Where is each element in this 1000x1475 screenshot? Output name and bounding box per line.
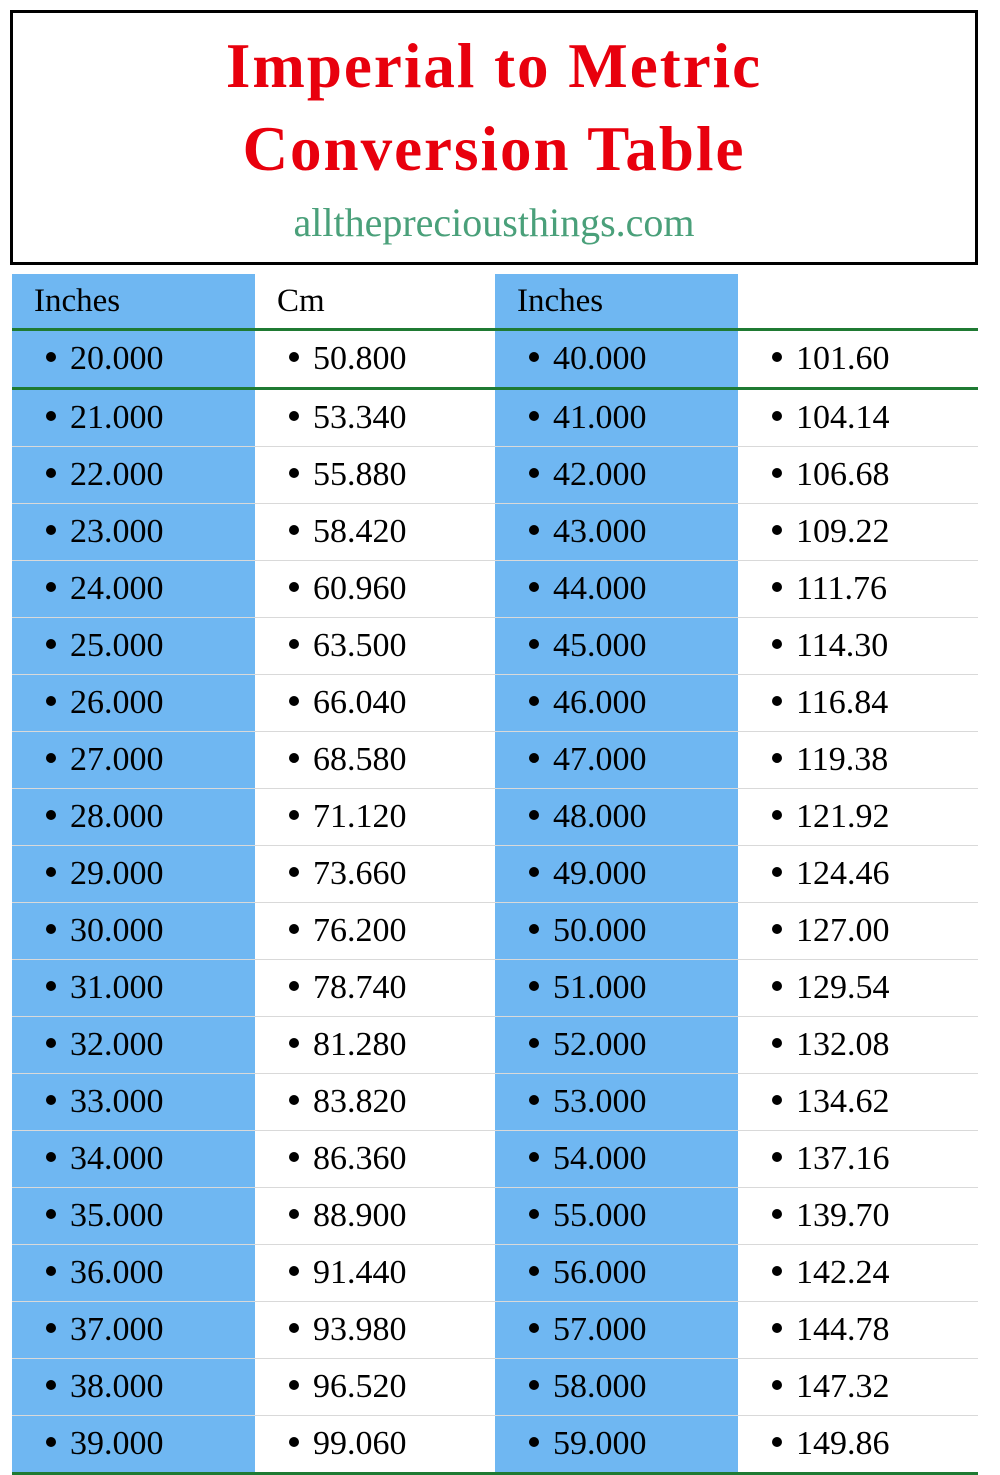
table-cell [255, 789, 495, 846]
bullet-icon [289, 753, 299, 763]
cell-value: 39.000 [70, 1425, 164, 1462]
cell-value: 41.000 [553, 399, 647, 436]
table-cell [738, 1416, 978, 1474]
cell-value: 96.520 [313, 1368, 407, 1405]
cell-value: 81.280 [313, 1026, 407, 1063]
cell-value: 50.000 [553, 912, 647, 949]
table-row [12, 846, 978, 903]
bullet-icon [46, 1380, 56, 1390]
cell-value: 37.000 [70, 1311, 164, 1348]
bullet-icon [772, 924, 782, 934]
bullet-icon [772, 1038, 782, 1048]
bullet-icon [289, 582, 299, 592]
cell-value: 59.000 [553, 1425, 647, 1462]
bullet-icon [46, 468, 56, 478]
cell-value: 119.38 [796, 741, 889, 778]
bullet-icon [46, 1209, 56, 1219]
bullet-icon [289, 525, 299, 535]
table-cell [495, 618, 738, 675]
bullet-icon [772, 1323, 782, 1333]
cell-value: 44.000 [553, 570, 647, 607]
table-cell [255, 1131, 495, 1188]
bullet-icon [46, 639, 56, 649]
table-cell [738, 389, 978, 447]
cell-value: 147.32 [796, 1368, 890, 1405]
cell-value: 38.000 [70, 1368, 164, 1405]
table-cell [12, 1245, 255, 1302]
bullet-icon [289, 1095, 299, 1105]
table-cell [495, 1302, 738, 1359]
table-cell [12, 1416, 255, 1474]
table-row [12, 1302, 978, 1359]
bullet-icon [289, 810, 299, 820]
cell-value: 106.68 [796, 456, 890, 493]
table-row [12, 1017, 978, 1074]
table-row [12, 330, 978, 389]
cell-value: 132.08 [796, 1026, 890, 1063]
table-header-row [12, 274, 978, 330]
bullet-icon [46, 696, 56, 706]
bullet-icon [772, 753, 782, 763]
cell-value: 28.000 [70, 798, 164, 835]
table-cell [255, 389, 495, 447]
table-cell [12, 330, 255, 389]
cell-value: 22.000 [70, 456, 164, 493]
bullet-icon [772, 411, 782, 421]
cell-value: 24.000 [70, 570, 164, 607]
bullet-icon [289, 1209, 299, 1219]
table-cell [12, 903, 255, 960]
table-cell [495, 1245, 738, 1302]
table-cell [255, 1245, 495, 1302]
cell-value: 121.92 [796, 798, 890, 835]
bullet-icon [529, 810, 539, 820]
table-cell [255, 330, 495, 389]
table-cell [12, 1017, 255, 1074]
cell-value: 27.000 [70, 741, 164, 778]
cell-value: 20.000 [70, 340, 164, 377]
cell-value: 32.000 [70, 1026, 164, 1063]
cell-value: 142.24 [796, 1254, 890, 1291]
bullet-icon [46, 810, 56, 820]
bullet-icon [529, 411, 539, 421]
cell-value: 26.000 [70, 684, 164, 721]
bullet-icon [772, 1095, 782, 1105]
table-cell [495, 447, 738, 504]
table-row [12, 903, 978, 960]
table-cell [12, 447, 255, 504]
column-header-cm-2 [738, 274, 978, 330]
bullet-icon [46, 867, 56, 877]
table-cell [495, 732, 738, 789]
table-cell [255, 732, 495, 789]
bullet-icon [46, 753, 56, 763]
table-cell [12, 1188, 255, 1245]
cell-value: 30.000 [70, 912, 164, 949]
cell-value: 58.000 [553, 1368, 647, 1405]
cell-value: 73.660 [313, 855, 407, 892]
cell-value: 134.62 [796, 1083, 890, 1120]
bullet-icon [529, 1380, 539, 1390]
cell-value: 99.060 [313, 1425, 407, 1462]
bullet-icon [772, 1437, 782, 1447]
cell-value: 127.00 [796, 912, 890, 949]
cell-value: 46.000 [553, 684, 647, 721]
cell-value: 63.500 [313, 627, 407, 664]
table-cell [255, 1017, 495, 1074]
cell-value: 29.000 [70, 855, 164, 892]
bullet-icon [289, 1380, 299, 1390]
table-row [12, 1359, 978, 1416]
bullet-icon [289, 639, 299, 649]
table-cell [738, 675, 978, 732]
table-cell [738, 618, 978, 675]
bullet-icon [289, 352, 299, 362]
table-cell [495, 1359, 738, 1416]
bullet-icon [772, 352, 782, 362]
table-row [12, 1245, 978, 1302]
bullet-icon [289, 981, 299, 991]
table-row [12, 1131, 978, 1188]
bullet-icon [46, 582, 56, 592]
cell-value: 34.000 [70, 1140, 164, 1177]
table-cell [12, 618, 255, 675]
bullet-icon [529, 1437, 539, 1447]
table-row [12, 1074, 978, 1131]
cell-value: 56.000 [553, 1254, 647, 1291]
conversion-table [12, 274, 978, 1475]
table-cell [495, 846, 738, 903]
table-cell [255, 504, 495, 561]
table-cell [255, 618, 495, 675]
table-cell [495, 1416, 738, 1474]
cell-value: 43.000 [553, 513, 647, 550]
bullet-icon [46, 1266, 56, 1276]
cell-value: 149.86 [796, 1425, 890, 1462]
cell-value: 40.000 [553, 340, 647, 377]
table-cell [738, 960, 978, 1017]
bullet-icon [529, 924, 539, 934]
table-cell [738, 1074, 978, 1131]
cell-value: 55.880 [313, 456, 407, 493]
table-cell [738, 1302, 978, 1359]
bullet-icon [772, 696, 782, 706]
cell-value: 57.000 [553, 1311, 647, 1348]
table-row [12, 504, 978, 561]
bullet-icon [772, 582, 782, 592]
cell-value: 33.000 [70, 1083, 164, 1120]
table-cell [738, 447, 978, 504]
cell-value: 21.000 [70, 399, 164, 436]
site-url: allthepreciousthings.com [293, 200, 695, 245]
bullet-icon [529, 981, 539, 991]
cell-value: 71.120 [313, 798, 407, 835]
bullet-icon [529, 1038, 539, 1048]
bullet-icon [529, 582, 539, 592]
table-cell [12, 561, 255, 618]
cell-value: 50.800 [313, 340, 407, 377]
table-cell [12, 789, 255, 846]
table-cell [495, 1131, 738, 1188]
bullet-icon [529, 696, 539, 706]
bullet-icon [529, 1209, 539, 1219]
cell-value: 49.000 [553, 855, 647, 892]
bullet-icon [772, 810, 782, 820]
cell-value: 53.000 [553, 1083, 647, 1120]
cell-value: 58.420 [313, 513, 407, 550]
table-row [12, 1416, 978, 1474]
bullet-icon [529, 867, 539, 877]
cell-value: 144.78 [796, 1311, 890, 1348]
title-banner [10, 10, 978, 265]
title-line-1: Imperial to Metric [225, 31, 763, 101]
cell-value: 23.000 [70, 513, 164, 550]
table-cell [738, 1245, 978, 1302]
column-header-inches-1: Inches [12, 274, 255, 330]
cell-value: 91.440 [313, 1254, 407, 1291]
cell-value: 114.30 [796, 627, 889, 664]
cell-value: 60.960 [313, 570, 407, 607]
bullet-icon [289, 696, 299, 706]
cell-value: 137.16 [796, 1140, 890, 1177]
bullet-icon [46, 981, 56, 991]
table-row [12, 675, 978, 732]
bullet-icon [529, 753, 539, 763]
table-cell [12, 389, 255, 447]
cell-value: 104.14 [796, 399, 890, 436]
cell-value: 35.000 [70, 1197, 164, 1234]
cell-value: 36.000 [70, 1254, 164, 1291]
table-cell [255, 1302, 495, 1359]
table-cell [738, 561, 978, 618]
cell-value: 47.000 [553, 741, 647, 778]
table-cell [495, 675, 738, 732]
bullet-icon [46, 352, 56, 362]
bullet-icon [529, 352, 539, 362]
cell-value: 66.040 [313, 684, 407, 721]
cell-value: 53.340 [313, 399, 407, 436]
table-row [12, 561, 978, 618]
table-cell [12, 1302, 255, 1359]
bullet-icon [772, 639, 782, 649]
table-cell [495, 1188, 738, 1245]
bullet-icon [529, 1266, 539, 1276]
bullet-icon [289, 1152, 299, 1162]
table-cell [738, 1359, 978, 1416]
cell-value: 42.000 [553, 456, 647, 493]
table-cell [255, 846, 495, 903]
cell-value: 48.000 [553, 798, 647, 835]
table-cell [12, 1074, 255, 1131]
table-cell [495, 1074, 738, 1131]
cell-value: 31.000 [70, 969, 164, 1006]
cell-value: 109.22 [796, 513, 890, 550]
table-body [12, 330, 978, 1474]
cell-value: 129.54 [796, 969, 890, 1006]
bullet-icon [772, 981, 782, 991]
cell-value: 101.60 [796, 340, 890, 377]
table-cell [738, 1188, 978, 1245]
bullet-icon [289, 924, 299, 934]
table-cell [738, 1131, 978, 1188]
table-cell [495, 389, 738, 447]
cell-value: 55.000 [553, 1197, 647, 1234]
bullet-icon [529, 1152, 539, 1162]
table-cell [738, 789, 978, 846]
cell-value: 76.200 [313, 912, 407, 949]
table-row [12, 618, 978, 675]
table-cell [495, 1017, 738, 1074]
table-cell [255, 447, 495, 504]
conversion-table-wrapper [12, 274, 978, 1462]
bullet-icon [46, 1095, 56, 1105]
bullet-icon [772, 525, 782, 535]
bullet-icon [772, 1380, 782, 1390]
table-row [12, 789, 978, 846]
table-cell [495, 330, 738, 389]
table-cell [738, 330, 978, 389]
table-cell [495, 789, 738, 846]
bullet-icon [46, 1038, 56, 1048]
table-cell [12, 846, 255, 903]
table-cell [495, 504, 738, 561]
cell-value: 54.000 [553, 1140, 647, 1177]
table-cell [255, 1359, 495, 1416]
bullet-icon [529, 1095, 539, 1105]
bullet-icon [46, 1437, 56, 1447]
table-row [12, 447, 978, 504]
cell-value: 116.84 [796, 684, 889, 721]
table-cell [738, 1017, 978, 1074]
table-cell [12, 504, 255, 561]
cell-value: 68.580 [313, 741, 407, 778]
table-cell [495, 903, 738, 960]
column-header-inches-2: Inches [495, 274, 738, 330]
bullet-icon [772, 1152, 782, 1162]
table-cell [255, 903, 495, 960]
cell-value: 139.70 [796, 1197, 890, 1234]
table-cell [255, 1188, 495, 1245]
table-cell [495, 561, 738, 618]
table-cell [255, 675, 495, 732]
table-cell [12, 675, 255, 732]
cell-value: 86.360 [313, 1140, 407, 1177]
table-header [12, 274, 978, 330]
cell-value: 78.740 [313, 969, 407, 1006]
bullet-icon [772, 1266, 782, 1276]
table-cell [12, 960, 255, 1017]
cell-value: 88.900 [313, 1197, 407, 1234]
bullet-icon [46, 924, 56, 934]
table-cell [12, 732, 255, 789]
table-cell [255, 1416, 495, 1474]
cell-value: 93.980 [313, 1311, 407, 1348]
bullet-icon [289, 411, 299, 421]
cell-value: 111.76 [796, 570, 887, 607]
bullet-icon [289, 867, 299, 877]
bullet-icon [772, 1209, 782, 1219]
table-cell [255, 1074, 495, 1131]
column-header-cm-1: Cm [255, 274, 495, 330]
cell-value: 83.820 [313, 1083, 407, 1120]
bullet-icon [46, 411, 56, 421]
cell-value: 25.000 [70, 627, 164, 664]
bullet-icon [529, 468, 539, 478]
table-cell [738, 504, 978, 561]
bullet-icon [46, 525, 56, 535]
table-cell [495, 960, 738, 1017]
bullet-icon [529, 1323, 539, 1333]
bullet-icon [289, 1437, 299, 1447]
bullet-icon [46, 1152, 56, 1162]
title-line-2: Conversion Table [242, 114, 746, 184]
table-cell [255, 561, 495, 618]
table-row [12, 389, 978, 447]
bullet-icon [289, 1038, 299, 1048]
table-row [12, 732, 978, 789]
bullet-icon [289, 468, 299, 478]
bullet-icon [289, 1266, 299, 1276]
cell-value: 51.000 [553, 969, 647, 1006]
table-cell [738, 732, 978, 789]
cell-value: 45.000 [553, 627, 647, 664]
bullet-icon [529, 639, 539, 649]
table-cell [738, 846, 978, 903]
table-cell [12, 1131, 255, 1188]
bullet-icon [772, 468, 782, 478]
bullet-icon [529, 525, 539, 535]
bullet-icon [289, 1323, 299, 1333]
bullet-icon [772, 867, 782, 877]
table-row [12, 960, 978, 1017]
cell-value: 124.46 [796, 855, 890, 892]
table-cell [12, 1359, 255, 1416]
table-cell [738, 903, 978, 960]
cell-value: 52.000 [553, 1026, 647, 1063]
table-cell [255, 960, 495, 1017]
bullet-icon [46, 1323, 56, 1333]
table-row [12, 1188, 978, 1245]
